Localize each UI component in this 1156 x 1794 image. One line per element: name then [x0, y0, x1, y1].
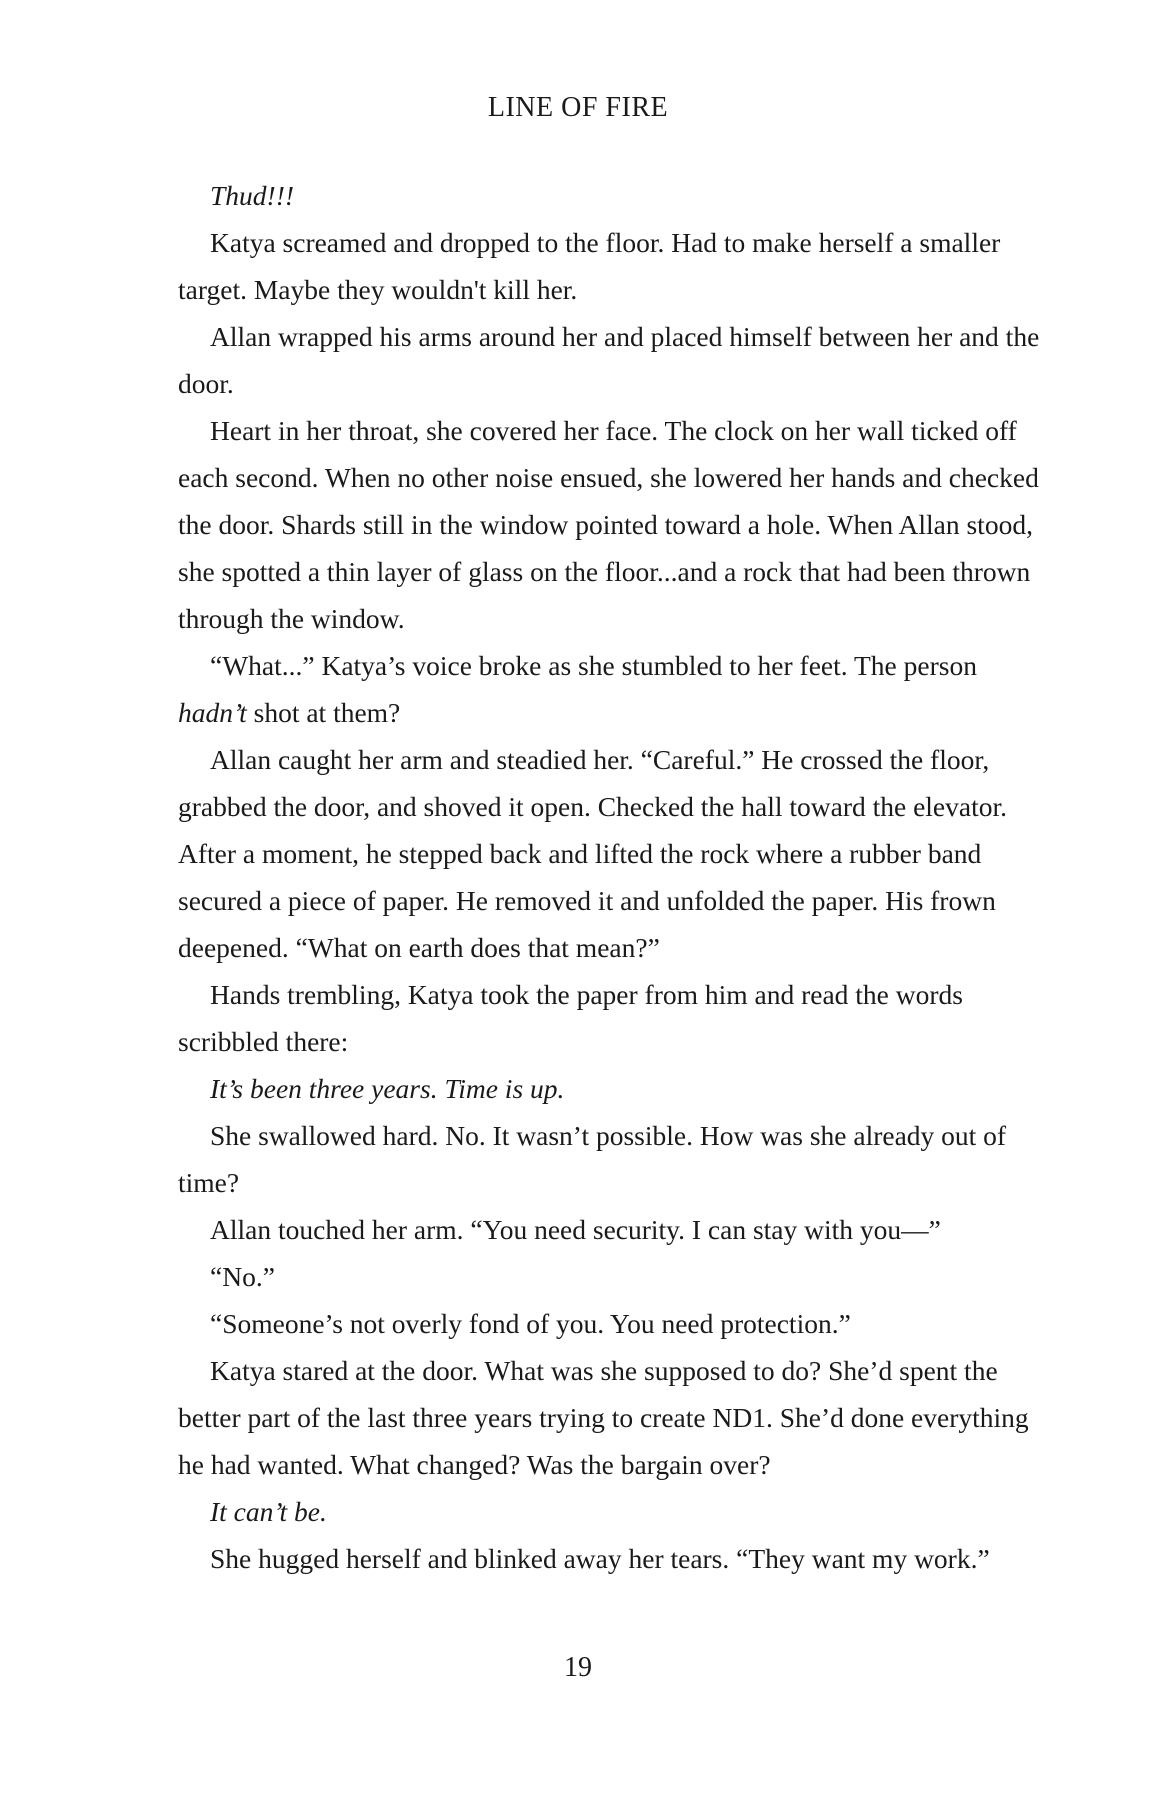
paragraph: Katya stared at the door. What was she supposed to do? She’d spent the better part of the last three years trying to create ND1. She’d done everything he had wanted. What changed? Was the bargain over?	[178, 1355, 1029, 1480]
emphasized-word: hadn’t	[178, 697, 247, 728]
paragraph: Hands trembling, Katya took the paper from him and read the words scribbled there:	[178, 979, 963, 1057]
paragraph: Katya screamed and dropped to the floor. Had to make herself a smaller target. Maybe they wouldn't kill her.	[178, 227, 1001, 305]
paragraph-text-after: shot at them?	[246, 697, 401, 728]
paragraph-with-emphasis	[178, 642, 1044, 736]
body-text	[178, 172, 1044, 1582]
paragraph: Allan caught her arm and steadied her. “Careful.” He crossed the floor, grabbed the door, and shoved it open. Checked the hall toward the elevator. After a moment, he stepped back and lifted the rock where a rubber band secured a piece of paper. He removed it and unfolded the paper. His frown deepened. “What on earth does that mean?”	[178, 744, 1007, 963]
running-head: LINE OF FIRE	[487, 92, 669, 123]
paragraph: Allan touched her arm. “You need security. I can stay with you—”	[210, 1214, 941, 1245]
paragraph-thought: It can’t be.	[210, 1496, 327, 1527]
paragraph: “No.”	[210, 1261, 275, 1292]
page-number: 19	[564, 1652, 592, 1683]
paragraph: She hugged herself and blinked away her tears. “They want my work.”	[210, 1543, 990, 1574]
paragraph-note-text: It’s been three years. Time is up.	[210, 1073, 565, 1104]
paragraph: Allan wrapped his arms around her and placed himself between her and the door.	[178, 321, 1040, 399]
paragraph: Heart in her throat, she covered her face. The clock on her wall ticked off each second. When no other noise ensued, she lowered her hands and checked the door. Shards still in the window pointed toward a hole. When Allan stood, she spotted a thin layer of glass on the floor...and a rock that had been thrown through the window.	[178, 415, 1039, 634]
paragraph: She swallowed hard. No. It wasn’t possible. How was she already out of time?	[178, 1120, 1007, 1198]
paragraph: “Someone’s not overly fond of you. You need protection.”	[210, 1308, 851, 1339]
paragraph-thud: Thud!!!	[210, 180, 295, 211]
paragraph-text-before: “What...” Katya’s voice broke as she stumbled to her feet. The person	[210, 650, 977, 681]
